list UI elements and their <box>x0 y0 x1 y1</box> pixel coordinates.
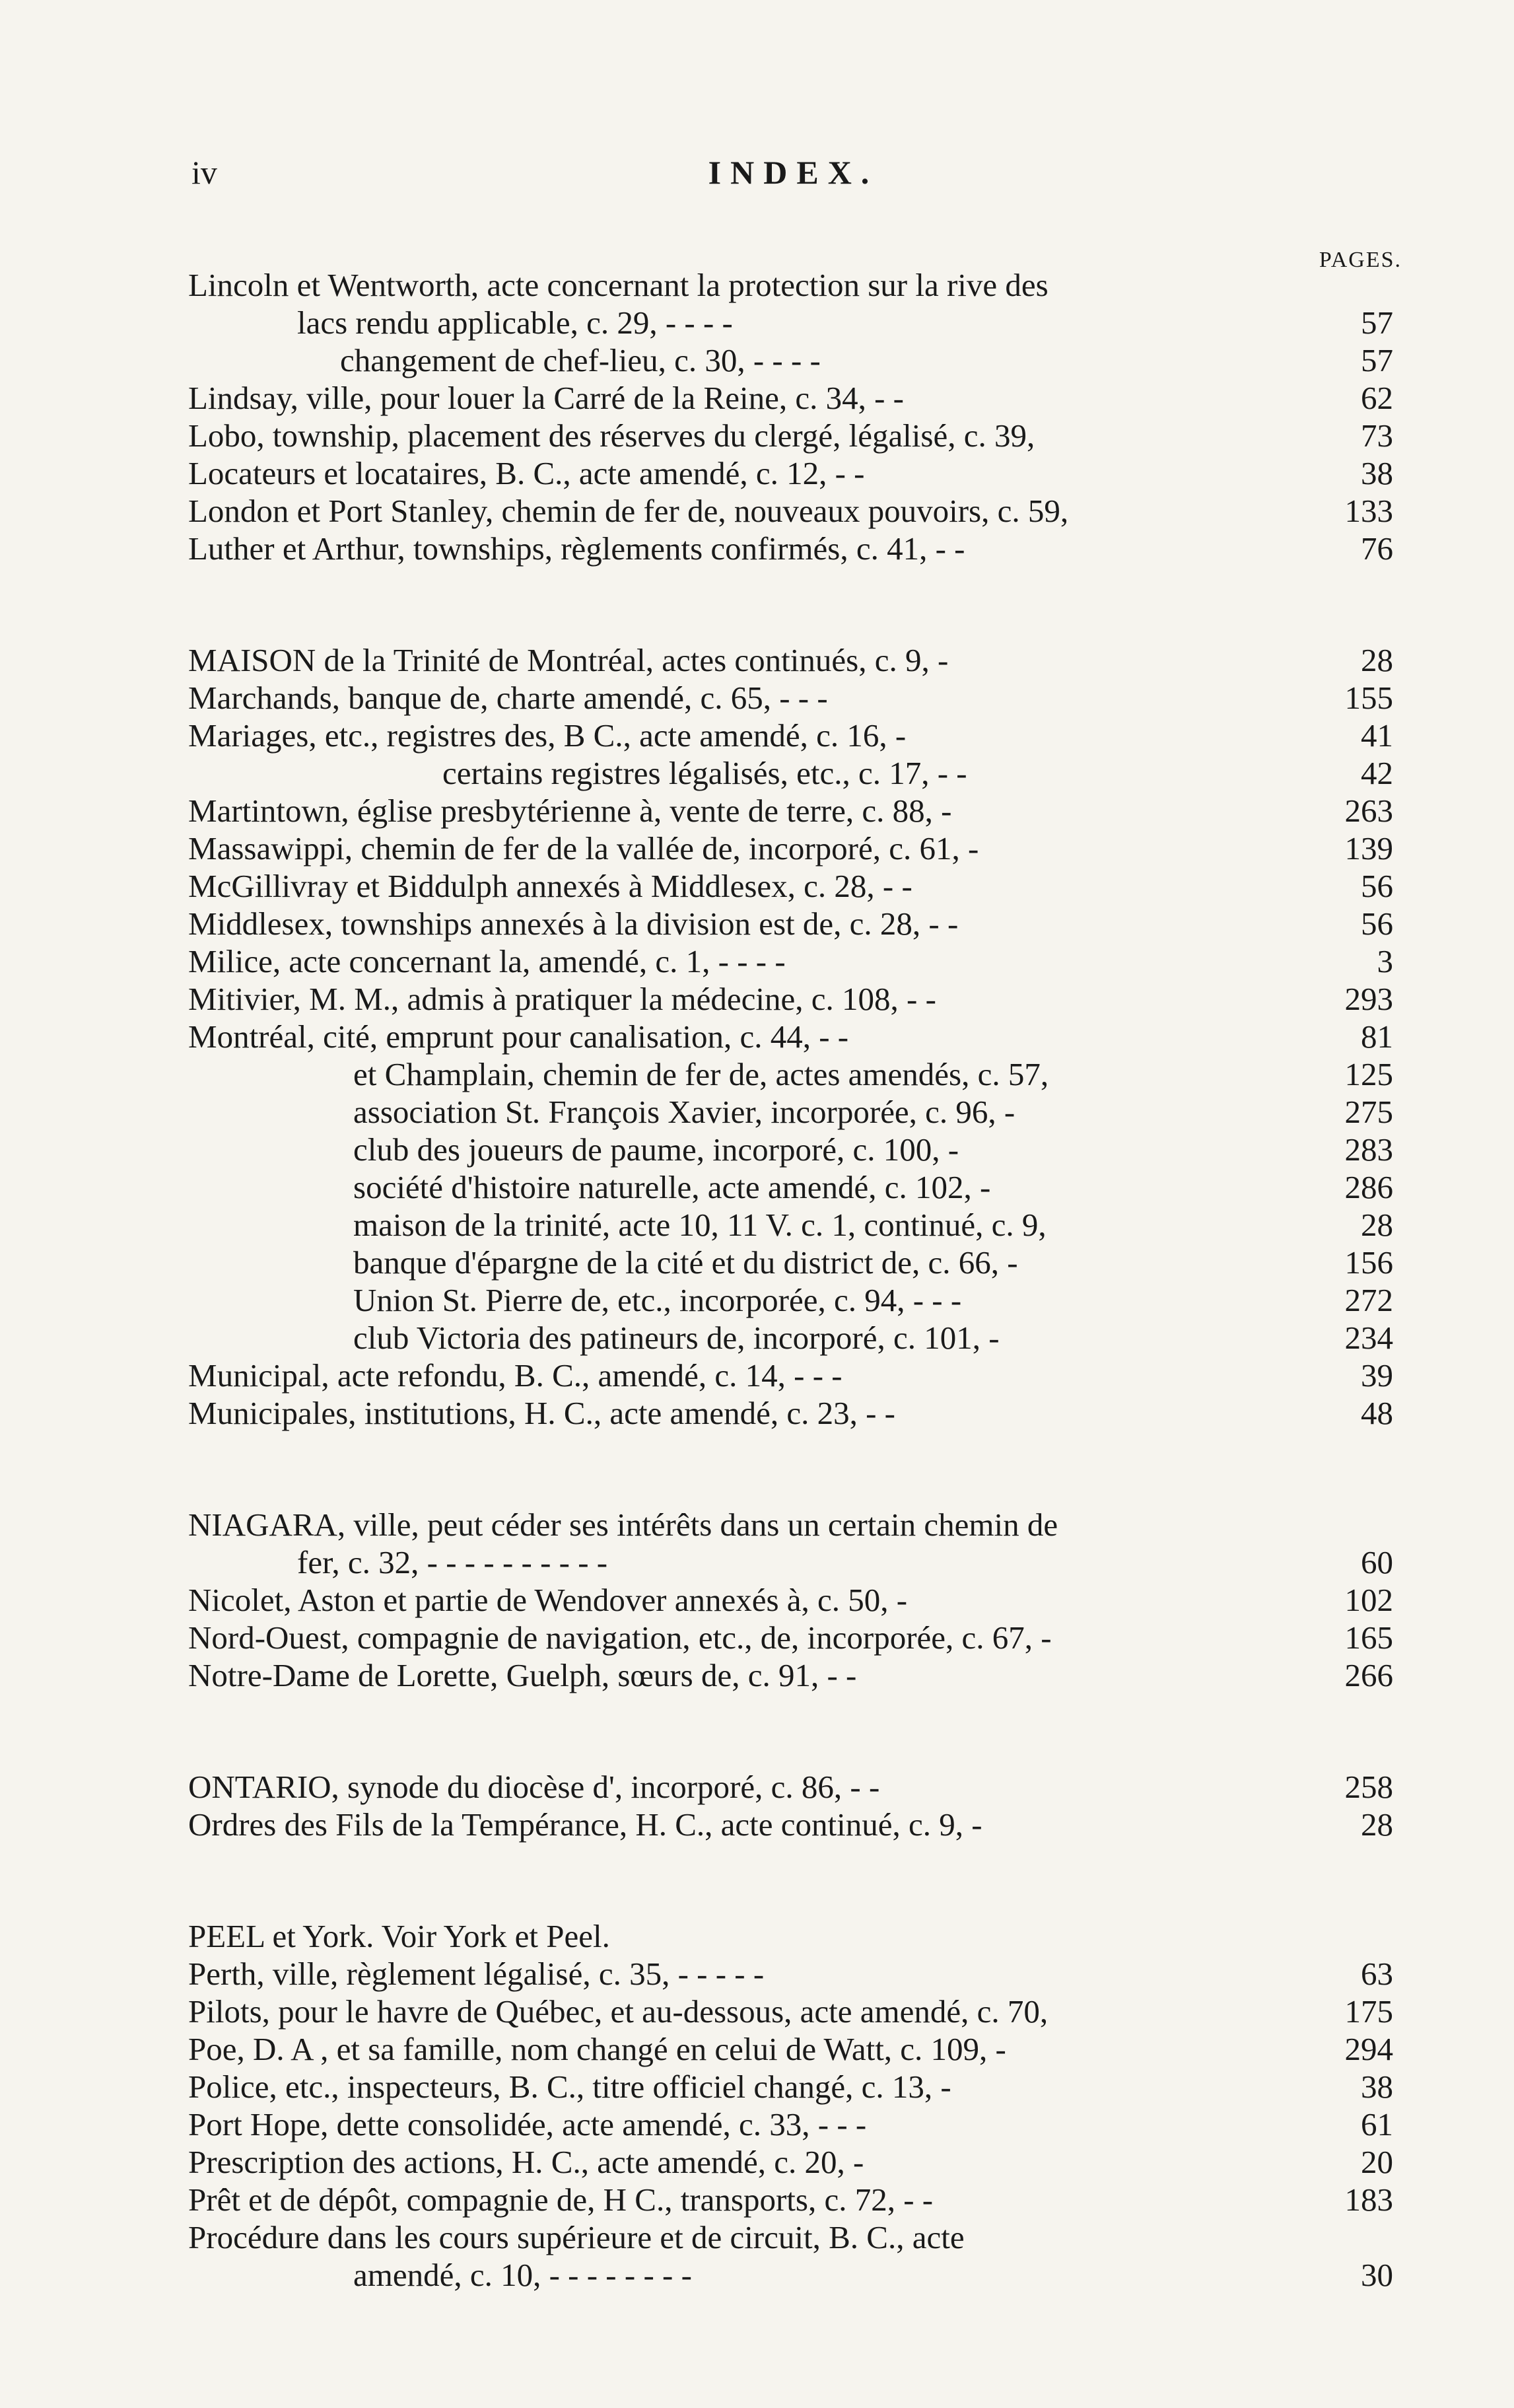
entry-text: Lincoln et Wentworth, acte concernant la protection sur la rive des <box>188 267 1049 303</box>
index-entry <box>188 530 1393 567</box>
index-entry <box>188 1281 1393 1319</box>
entry-text: certains registres légalisés, etc., c. 17, - - <box>442 755 967 791</box>
entry-text: Mariages, etc., registres des, B C., acte amendé, c. 16, - <box>188 717 907 754</box>
entry-page-number: 286 <box>1344 1169 1393 1205</box>
entry-page-number: 38 <box>1361 455 1393 491</box>
entry-text: MAISON de la Trinité de Montréal, actes continués, c. 9, - <box>188 642 949 678</box>
entry-text: Police, etc., inspecteurs, B. C., titre officiel changé, c. 13, - <box>188 2069 951 2105</box>
index-entry <box>188 454 1393 492</box>
entry-page-number: 102 <box>1344 1582 1393 1618</box>
entry-page-number: 48 <box>1361 1395 1393 1431</box>
entry-page-number: 61 <box>1361 2106 1393 2142</box>
index-entry <box>188 867 1393 905</box>
entry-page-number: 38 <box>1361 2069 1393 2105</box>
entry-page-number: 28 <box>1361 1207 1393 1243</box>
entry-page-number: 56 <box>1361 868 1393 904</box>
entry-text: Prêt et de dépôt, compagnie de, H C., transports, c. 72, - - <box>188 2181 934 2218</box>
entry-page-number: 183 <box>1344 2181 1393 2218</box>
index-entry <box>188 1506 1393 1543</box>
entry-text: maison de la trinité, acte 10, 11 V. c. 1, continué, c. 9, <box>353 1207 1047 1243</box>
entry-text: Montréal, cité, emprunt pour canalisation, c. 44, - - <box>188 1018 849 1055</box>
entry-page-number: 3 <box>1377 943 1393 979</box>
page-title: INDEX. <box>708 154 879 191</box>
entry-text: PEEL et York. Voir York et Peel. <box>188 1918 610 1954</box>
entry-text: Milice, acte concernant la, amendé, c. 1, - - - - <box>188 943 786 979</box>
entry-text: Middlesex, townships annexés à la division est de, c. 28, - - <box>188 905 959 942</box>
entry-text: changement de chef-lieu, c. 30, - - - - <box>340 342 821 378</box>
index-entry <box>188 2106 1393 2143</box>
index-entry <box>188 641 1393 679</box>
entry-text: Poe, D. A , et sa famille, nom changé en celui de Watt, c. 109, - <box>188 2031 1006 2067</box>
entry-page-number: 41 <box>1361 717 1393 754</box>
entry-text: Notre-Dame de Lorette, Guelph, sœurs de, c. 91, - - <box>188 1657 857 1693</box>
entry-text: amendé, c. 10, - - - - - - - - <box>353 2257 692 2293</box>
index-entry <box>188 1244 1393 1281</box>
entry-page-number: 62 <box>1361 380 1393 416</box>
entry-text: banque d'épargne de la cité et du district de, c. 66, - <box>353 1244 1018 1281</box>
index-entry <box>188 1319 1393 1357</box>
entry-page-number: 60 <box>1361 1544 1393 1580</box>
entry-text: Luther et Arthur, townships, règlements confirmés, c. 41, - - <box>188 530 965 567</box>
index-entry <box>188 1055 1393 1093</box>
index-entry <box>188 1619 1393 1656</box>
entry-page-number: 63 <box>1361 1956 1393 1992</box>
entry-text: Perth, ville, règlement légalisé, c. 35, - - - - - <box>188 1956 765 1992</box>
entry-page-number: 81 <box>1361 1018 1393 1055</box>
entry-page-number: 165 <box>1344 1619 1393 1656</box>
entry-text: London et Port Stanley, chemin de fer de, nouveaux pouvoirs, c. 59, <box>188 493 1069 529</box>
entry-page-number: 156 <box>1344 1244 1393 1281</box>
index-entry <box>188 1806 1393 1843</box>
entry-page-number: 155 <box>1344 680 1393 716</box>
entry-page-number: 272 <box>1344 1282 1393 1318</box>
index-entry <box>188 2256 1393 2294</box>
entry-page-number: 28 <box>1361 642 1393 678</box>
entry-text: Locateurs et locataires, B. C., acte amendé, c. 12, - - <box>188 455 865 491</box>
entry-text: Municipales, institutions, H. C., acte amendé, c. 23, - - <box>188 1395 895 1431</box>
page-number: iv <box>191 154 217 191</box>
index-entry <box>188 754 1393 792</box>
entry-page-number: 133 <box>1344 493 1393 529</box>
index-entry <box>188 379 1393 417</box>
entry-text: Municipal, acte refondu, B. C., amendé, c. 14, - - - <box>188 1357 843 1394</box>
entry-page-number: 73 <box>1361 417 1393 454</box>
entry-page-number: 293 <box>1344 981 1393 1017</box>
index-entry <box>188 1581 1393 1619</box>
index-entry <box>188 905 1393 942</box>
entry-text: Mitivier, M. M., admis à pratiquer la médecine, c. 108, - - <box>188 981 936 1017</box>
entry-page-number: 28 <box>1361 1806 1393 1843</box>
entry-page-number: 57 <box>1361 304 1393 341</box>
entry-text: NIAGARA, ville, peut céder ses intérêts dans un certain chemin de <box>188 1506 1058 1543</box>
index-entry <box>188 830 1393 867</box>
index-entry <box>188 341 1393 379</box>
entry-text: Nord-Ouest, compagnie de navigation, etc., de, incorporée, c. 67, - <box>188 1619 1052 1656</box>
index-entry <box>188 1993 1393 2030</box>
section-gap <box>188 1843 1393 1917</box>
entry-page-number: 20 <box>1361 2144 1393 2180</box>
index-entry <box>188 1768 1393 1806</box>
pages-column-label: PAGES. <box>1319 248 1402 272</box>
entry-page-number: 76 <box>1361 530 1393 567</box>
index-entry <box>188 1168 1393 1206</box>
index-section <box>188 641 1393 1432</box>
entry-text: Procédure dans les cours supérieure et de circuit, B. C., acte <box>188 2219 965 2255</box>
entry-text: Port Hope, dette consolidée, acte amendé, c. 33, - - - <box>188 2106 867 2142</box>
index-entry <box>188 792 1393 830</box>
index-section <box>188 266 1393 567</box>
entry-text: club Victoria des patineurs de, incorporé, c. 101, - <box>353 1320 1000 1356</box>
entry-page-number: 263 <box>1344 793 1393 829</box>
page-header <box>191 153 1395 199</box>
entry-page-number: 39 <box>1361 1357 1393 1394</box>
entry-text: association St. François Xavier, incorporée, c. 96, - <box>353 1094 1015 1130</box>
entry-text: ONTARIO, synode du diocèse d', incorporé, c. 86, - - <box>188 1769 880 1805</box>
entry-text: Marchands, banque de, charte amendé, c. 65, - - - <box>188 680 828 716</box>
entry-page-number: 175 <box>1344 1993 1393 2030</box>
index-entry <box>188 266 1393 304</box>
entry-text: McGillivray et Biddulph annexés à Middlesex, c. 28, - - <box>188 868 912 904</box>
entry-text: Lindsay, ville, pour louer la Carré de la Reine, c. 34, - - <box>188 380 904 416</box>
entry-text: société d'histoire naturelle, acte amendé, c. 102, - <box>353 1169 991 1205</box>
entry-page-number: 283 <box>1344 1131 1393 1168</box>
index-entry <box>188 1093 1393 1131</box>
entry-text: Nicolet, Aston et partie de Wendover annexés à, c. 50, - <box>188 1582 908 1618</box>
index-entry <box>188 1917 1393 1955</box>
entry-page-number: 125 <box>1344 1056 1393 1092</box>
entry-text: Lobo, township, placement des réserves du clergé, légalisé, c. 39, <box>188 417 1035 454</box>
index-entry <box>188 1131 1393 1168</box>
entry-text: Prescription des actions, H. C., acte amendé, c. 20, - <box>188 2144 864 2180</box>
entry-text: Ordres des Fils de la Tempérance, H. C., acte continué, c. 9, - <box>188 1806 982 1843</box>
index-entry <box>188 1656 1393 1694</box>
index-entry <box>188 2143 1393 2181</box>
index-entry <box>188 2068 1393 2106</box>
index-entry <box>188 304 1393 341</box>
entry-text: club des joueurs de paume, incorporé, c. 100, - <box>353 1131 959 1168</box>
entry-page-number: 56 <box>1361 905 1393 942</box>
index-entry <box>188 1206 1393 1244</box>
entry-page-number: 139 <box>1344 830 1393 867</box>
entry-page-number: 266 <box>1344 1657 1393 1693</box>
entry-text: Pilots, pour le havre de Québec, et au-dessous, acte amendé, c. 70, <box>188 1993 1049 2030</box>
entry-text: Union St. Pierre de, etc., incorporée, c. 94, - - - <box>353 1282 962 1318</box>
index-entry <box>188 679 1393 717</box>
index-entry <box>188 1394 1393 1432</box>
index-content <box>188 266 1393 2294</box>
index-entry <box>188 942 1393 980</box>
index-entry <box>188 2181 1393 2218</box>
entry-page-number: 42 <box>1361 755 1393 791</box>
entry-page-number: 275 <box>1344 1094 1393 1130</box>
section-gap <box>188 1694 1393 1768</box>
entry-page-number: 30 <box>1361 2257 1393 2293</box>
index-section <box>188 1917 1393 2294</box>
entry-text: fer, c. 32, - - - - - - - - - - <box>297 1544 608 1580</box>
index-entry <box>188 980 1393 1018</box>
index-entry <box>188 1357 1393 1394</box>
index-entry <box>188 717 1393 754</box>
entry-page-number: 294 <box>1344 2031 1393 2067</box>
section-gap <box>188 567 1393 641</box>
entry-text: Massawippi, chemin de fer de la vallée de, incorporé, c. 61, - <box>188 830 979 867</box>
index-entry <box>188 417 1393 454</box>
entry-page-number: 57 <box>1361 342 1393 378</box>
entry-page-number: 234 <box>1344 1320 1393 1356</box>
index-entry <box>188 2218 1393 2256</box>
index-section <box>188 1506 1393 1694</box>
index-entry <box>188 492 1393 530</box>
index-entry <box>188 1018 1393 1055</box>
entry-text: lacs rendu applicable, c. 29, - - - - <box>297 304 733 341</box>
index-section <box>188 1768 1393 1843</box>
index-entry <box>188 1955 1393 1993</box>
entry-text: et Champlain, chemin de fer de, actes amendés, c. 57, <box>353 1056 1049 1092</box>
index-entry <box>188 2030 1393 2068</box>
entry-text: Martintown, église presbytérienne à, vente de terre, c. 88, - <box>188 793 952 829</box>
entry-page-number: 258 <box>1344 1769 1393 1805</box>
section-gap <box>188 1432 1393 1506</box>
index-entry <box>188 1543 1393 1581</box>
